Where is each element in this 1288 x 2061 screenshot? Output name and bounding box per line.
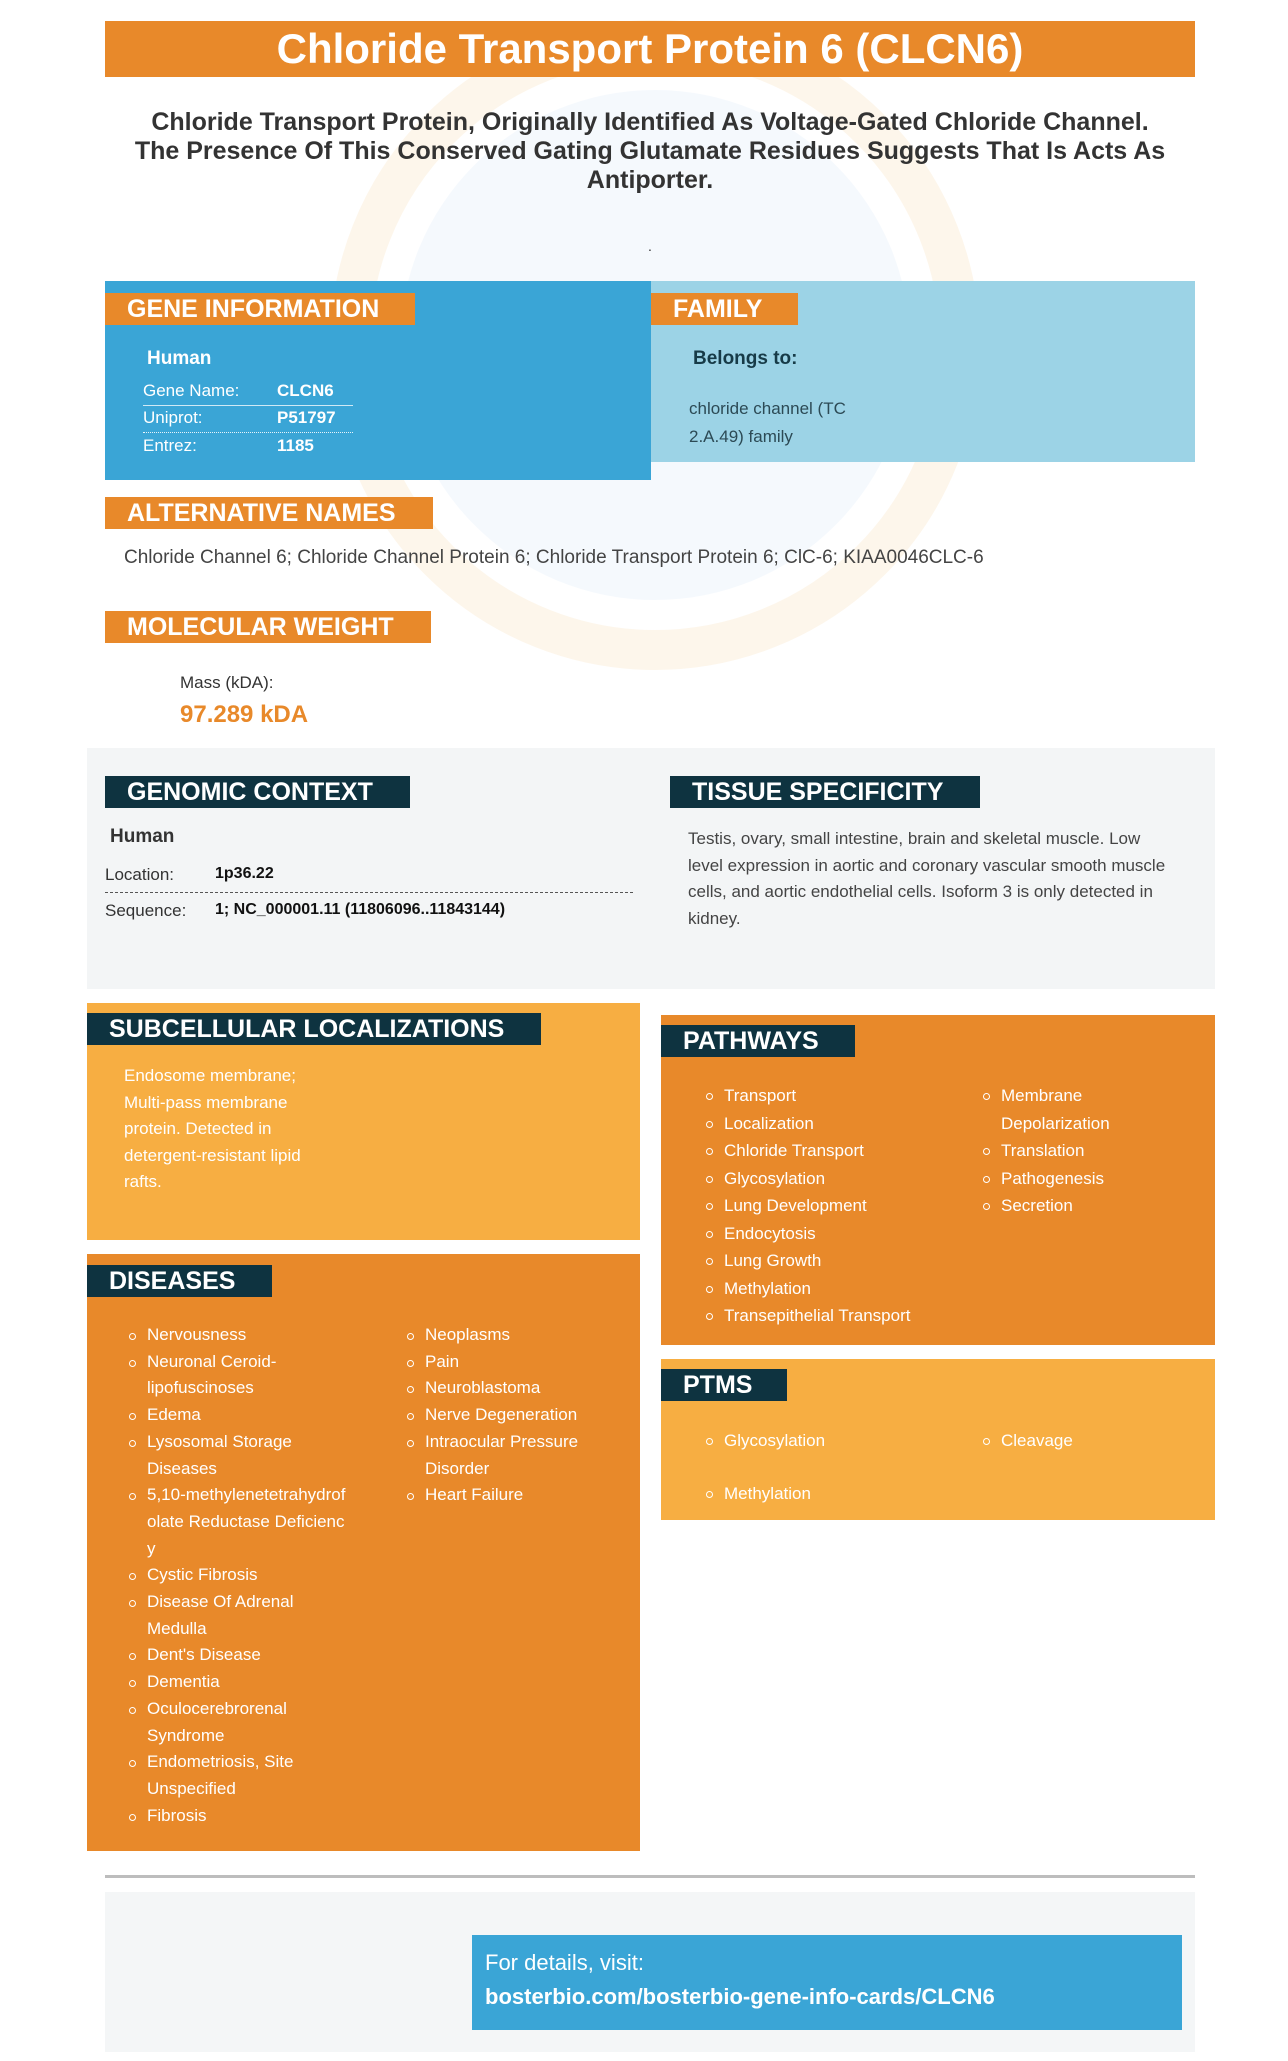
sequence-row (105, 901, 633, 929)
pathway-item: Endocytosis (706, 1220, 956, 1248)
gene-name-value: CLCN6 (277, 381, 334, 400)
gene-name-row (143, 381, 353, 406)
pathway-item: Localization (706, 1110, 956, 1138)
family-text: chloride channel (TC 2.A.49) family (689, 399, 846, 446)
location-label: Location: (105, 865, 174, 884)
pathway-item: Membrane Depolarization (983, 1082, 1123, 1137)
subcellular-localizations-panel (87, 1003, 640, 1240)
ptm-item: Cleavage (983, 1427, 1123, 1455)
entrez-label: Entrez: (143, 436, 197, 455)
family-panel (651, 281, 1195, 462)
disease-item: Neuroblastoma (407, 1375, 607, 1402)
ptm-item: Methylation (706, 1480, 956, 1508)
diseases-list-right (407, 1322, 607, 1509)
page-subtitle: Chloride Transport Protein, Originally Identified As Voltage-Gated Chloride Channel. The Presence Of This Conserved Gating Glutamate Residues Suggests That Is Acts As Antiporter. (134, 108, 1166, 194)
alternative-names-text: Chloride Channel 6; Chloride Channel Protein 6; Chloride Transport Protein 6; ClC-6; KIAA0046CLC-6 (124, 547, 984, 568)
disease-item: Neoplasms (407, 1322, 607, 1349)
pathways-list-right (983, 1082, 1123, 1220)
details-url-link[interactable]: bosterbio.com/bosterbio-gene-info-cards/CLCN6 (485, 1984, 995, 2009)
tissue-specificity-text: Testis, ovary, small intestine, brain and skeletal muscle. Low level expression in aortic and coronary vascular smooth muscle cells, and aortic endothelial cells. Isoform 3 is only detected in kidney. (688, 829, 1166, 928)
title-banner (105, 21, 1195, 77)
pathway-item: Lung Growth (706, 1247, 956, 1275)
disease-item: Cystic Fibrosis (129, 1562, 351, 1589)
pathway-item: Glycosylation (706, 1165, 956, 1193)
disease-item: Pain (407, 1349, 607, 1376)
ptms-list-right (983, 1427, 1123, 1455)
disease-item: Endometriosis, Site Unspecified (129, 1749, 351, 1802)
molecular-weight-heading: MOLECULAR WEIGHT (105, 611, 431, 643)
subcellular-localizations-text: Endosome membrane; Multi-pass membrane protein. Detected in detergent-resistant lipid rafts. (124, 1066, 301, 1191)
pathway-item: Chloride Transport (706, 1137, 956, 1165)
disease-item: Fibrosis (129, 1803, 351, 1830)
sequence-value: 1; NC_000001.11 (11806096..11843144) (215, 901, 506, 918)
details-link-box[interactable] (472, 1935, 1182, 2030)
ptm-item: Glycosylation (706, 1427, 956, 1455)
disease-item: Nerve Degeneration (407, 1402, 607, 1429)
family-heading: FAMILY (651, 293, 798, 325)
disease-item: 5,10-methylenetetrahydrofolate Reductase Deficiency (129, 1482, 351, 1562)
location-value: 1p36.22 (215, 865, 274, 882)
pathway-item: Lung Development (706, 1192, 956, 1220)
gene-species: Human (147, 348, 212, 369)
mass-value: 97.289 kDA (180, 701, 309, 728)
separator-dot: . (648, 238, 652, 254)
location-row (105, 865, 633, 893)
diseases-heading: DISEASES (87, 1265, 272, 1297)
disease-item: Intraocular Pressure Disorder (407, 1429, 607, 1482)
gene-information-panel (105, 281, 651, 480)
pathway-item: Methylation (706, 1275, 956, 1303)
subcellular-localizations-heading: SUBCELLULAR LOCALIZATIONS (87, 1013, 541, 1045)
ptms-heading: PTMS (661, 1369, 787, 1401)
disease-item: Edema (129, 1402, 351, 1429)
gene-name-label: Gene Name: (143, 381, 240, 400)
disease-item: Dent's Disease (129, 1642, 351, 1669)
genomic-species: Human (110, 826, 175, 847)
diseases-panel (87, 1254, 640, 1851)
pathway-item: Transport (706, 1082, 956, 1110)
gene-information-heading: GENE INFORMATION (105, 293, 415, 325)
pathways-heading: PATHWAYS (661, 1025, 855, 1057)
pathway-item: Pathogenesis (983, 1165, 1123, 1193)
tissue-specificity-heading: TISSUE SPECIFICITY (670, 776, 980, 808)
disease-item: Lysosomal Storage Diseases (129, 1429, 351, 1482)
entrez-value: 1185 (277, 436, 314, 455)
entrez-row (143, 436, 353, 460)
pathway-item: Secretion (983, 1192, 1123, 1220)
genomic-context-heading: GENOMIC CONTEXT (105, 776, 410, 808)
uniprot-value: P51797 (277, 408, 336, 427)
disease-item: Dementia (129, 1669, 351, 1696)
pathway-item: Transepithelial Transport (706, 1302, 956, 1330)
sequence-label: Sequence: (105, 901, 187, 920)
ptms-panel (661, 1359, 1215, 1520)
disease-item: Oculocerebrorenal Syndrome (129, 1696, 351, 1749)
pathway-item: Translation (983, 1137, 1123, 1165)
mass-label: Mass (kDA): (180, 673, 274, 692)
footer-divider (105, 1875, 1195, 1878)
uniprot-label: Uniprot: (143, 408, 203, 427)
uniprot-row (143, 408, 353, 433)
disease-item: Heart Failure (407, 1482, 607, 1509)
pathways-panel (661, 1015, 1215, 1345)
ptms-list-left (706, 1427, 956, 1507)
disease-item: Nervousness (129, 1322, 351, 1349)
page-title: Chloride Transport Protein 6 (CLCN6) (276, 25, 1024, 72)
disease-item: Neuronal Ceroid-lipofuscinoses (129, 1349, 351, 1402)
alternative-names-heading: ALTERNATIVE NAMES (105, 497, 433, 529)
belongs-to-label: Belongs to: (693, 348, 798, 369)
pathways-list-left (706, 1082, 956, 1330)
disease-item: Disease Of Adrenal Medulla (129, 1589, 351, 1642)
diseases-list-left (129, 1322, 351, 1829)
details-label: For details, visit: (485, 1950, 644, 1975)
